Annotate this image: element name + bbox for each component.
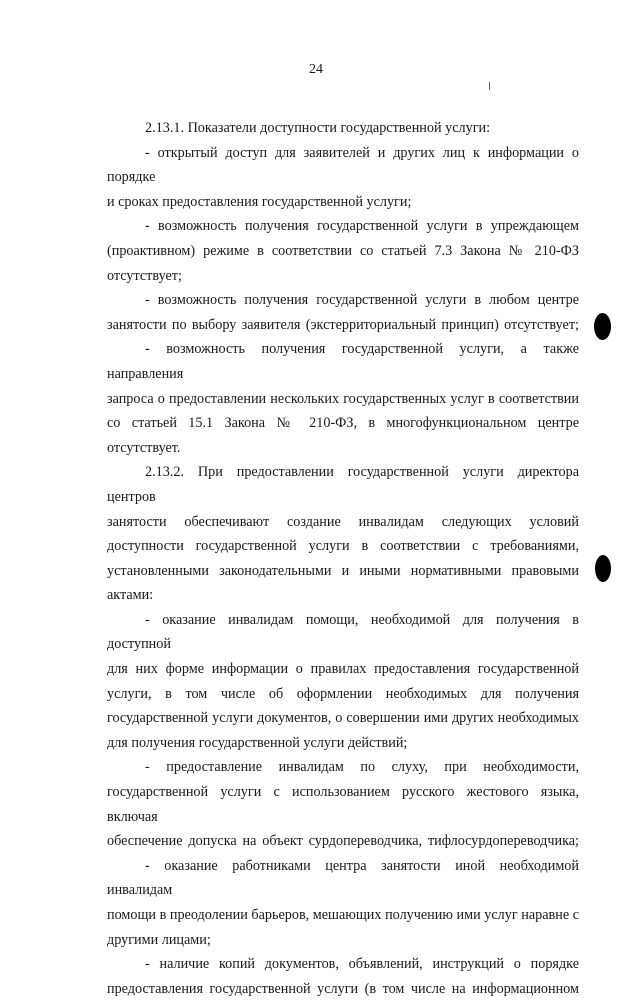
text-line: - предоставление инвалидам по слуху, при необходимости, — [145, 759, 579, 776]
text-line: отсутствует; — [107, 267, 182, 284]
text-line: доступности государственной услуги в соответствии с требованиями, — [107, 538, 579, 555]
text-line: обеспечение допуска на объект сурдопереводчика, тифлосурдопереводчика; — [107, 833, 579, 850]
punch-hole — [595, 555, 611, 582]
text-line: государственной услуги документов, о совершении ими других необходимых — [107, 710, 579, 727]
page-number: 24 — [309, 62, 323, 77]
text-line: и сроках предоставления государственной услуги; — [107, 193, 412, 210]
text-line: 2.13.1. Показатели доступности государственной услуги: — [145, 120, 491, 136]
text-line: установленными законодательными и иными нормативными правовыми — [107, 562, 579, 579]
scan-mark — [489, 82, 490, 90]
text-line: - оказание инвалидам помощи, необходимой для получения в доступной — [107, 611, 579, 653]
text-line: - наличие копий документов, объявлений, инструкций о порядке — [145, 956, 579, 973]
text-line: занятости по выбору заявителя (экстерриториальный принцип) отсутствует; — [107, 316, 579, 333]
text-line: для них форме информации о правилах предоставления государственной — [107, 661, 579, 678]
text-line: - возможность получения государственной услуги в любом центре — [145, 292, 579, 309]
text-line: актами: — [107, 587, 154, 604]
text-line: помощи в преодолении барьеров, мешающих получению ими услуг наравне с — [107, 907, 579, 923]
document-body — [107, 116, 579, 1001]
text-line: - оказание работниками центра занятости иной необходимой инвалидам — [107, 857, 579, 899]
text-line: для получения государственной услуги действий; — [107, 734, 408, 751]
text-line: предоставления государственной услуги (в том числе на информационном — [107, 980, 579, 997]
text-line: запроса о предоставлении нескольких государственных услуг в соответствии — [107, 390, 579, 407]
text-line: государственной услуги с использованием русского жестового языка, включая — [107, 784, 579, 825]
text-line: - возможность получения государственной услуги в упреждающем — [145, 218, 579, 235]
text-line: занятости обеспечивают создание инвалидам следующих условий — [107, 513, 579, 530]
punch-hole — [594, 313, 611, 340]
text-line: - возможность получения государственной услуги, а также направления — [107, 341, 579, 382]
text-line: другими лицами; — [107, 931, 211, 948]
text-line: со статьей 15.1 Закона № 210-ФЗ, в многофункциональном центре отсутствует. — [107, 415, 579, 456]
text-line: - открытый доступ для заявителей и других лиц к информации о порядке — [107, 144, 579, 186]
text-line: 2.13.2. При предоставлении государственной услуги директора центров — [107, 464, 579, 505]
text-line: (проактивном) режиме в соответствии со статьей 7.3 Закона № 210-ФЗ — [107, 242, 579, 259]
text-line: услуги, в том числе об оформлении необходимых для получения — [107, 685, 579, 702]
